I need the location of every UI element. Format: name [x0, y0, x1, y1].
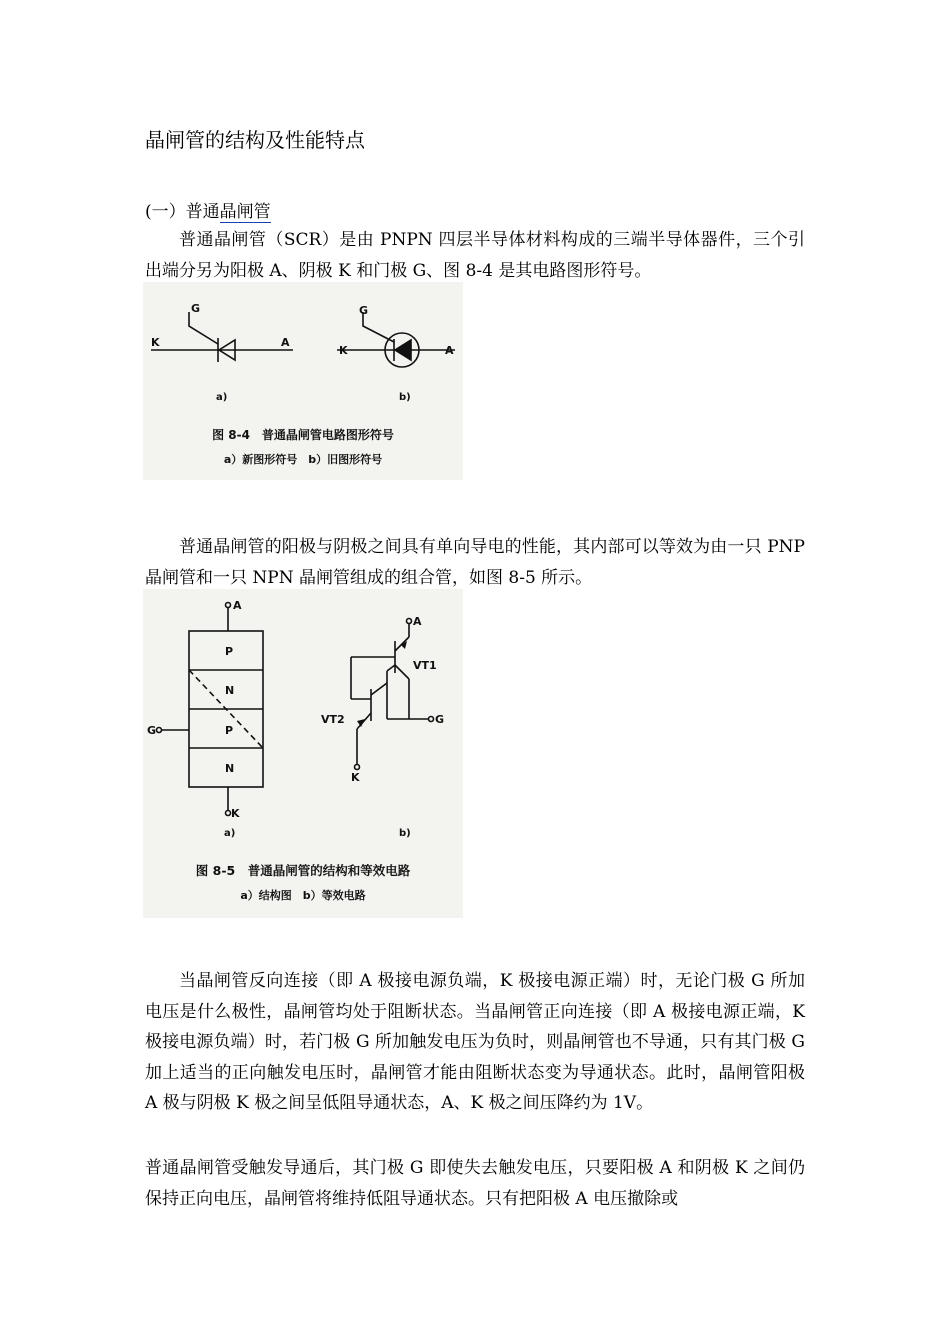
section-heading [145, 197, 271, 222]
fig85a-layer-3: P [225, 724, 234, 737]
fig85-sub-b: b) [399, 828, 411, 839]
paragraph-intro: 普通晶闸管（SCR）是由 PNPN 四层半导体材料构成的三端半导体器件，三个引出端分另为阳极 A、阴极 K 和门极 G、图 8-4 是其电路图形符号。 [145, 230, 805, 281]
figure-8-5-diagram [143, 589, 463, 844]
section-prefix: (一） [145, 202, 186, 222]
fig85-sub-a: a) [224, 828, 236, 839]
fig84b-label-g: G [359, 304, 369, 317]
fig84b-label-k: K [339, 344, 348, 357]
fig85a-layer-1: P [225, 645, 234, 658]
fig84a-label-k: K [151, 336, 160, 349]
fig85a-label-g: G [147, 724, 157, 737]
figure-8-4-caption: 图 8-4 普通晶闸管电路图形符号 [212, 428, 394, 442]
fig85b-label-vt2: VT2 [321, 713, 345, 726]
fig85a-layer-2: N [225, 684, 235, 697]
fig85a-layer-4: N [225, 762, 235, 775]
section-link[interactable]: 晶闸管 [219, 202, 271, 222]
fig85b-label-a: A [413, 615, 422, 628]
page-title: 晶闸管的结构及性能特点 [145, 128, 365, 152]
section-plain: 普通 [185, 202, 220, 222]
figure-8-5-subcaption: a）结构图 b）等效电路 [240, 889, 366, 902]
figure-8-4-diagram [143, 282, 463, 402]
fig84-sub-a: a) [216, 392, 228, 402]
fig84b-label-a: A [445, 344, 454, 357]
fig84a-label-g: G [191, 302, 201, 315]
paragraph-equivalent: 普通晶闸管的阳极与阴极之间具有单向导电的性能，其内部可以等效为由一只 PNP 晶闸管和一只 NPN 晶闸管组成的组合管，如图 8-5 所示。 [145, 537, 805, 588]
paragraph-latch: 普通晶闸管受触发导通后，其门极 G 即使失去触发电压，只要阳极 A 和阴极 K 之间仍保持正向电压，晶闸管将维持低阻导通状态。只有把阳极 A 电压撤除或 [145, 1158, 805, 1209]
figure-8-4 [143, 282, 463, 480]
figure-8-4-subcaption: a）新图形符号 b）旧图形符号 [223, 453, 383, 466]
fig85a-label-k: K [231, 807, 240, 820]
fig85b-label-k: K [351, 771, 360, 784]
fig85b-label-g: G [435, 713, 445, 726]
fig85a-label-a: A [233, 599, 242, 612]
fig84a-label-a: A [281, 336, 290, 349]
fig85b-label-vt1: VT1 [413, 659, 437, 672]
fig84-sub-b: b) [399, 392, 411, 402]
figure-8-5-caption: 图 8-5 普通晶闸管的结构和等效电路 [195, 863, 411, 878]
paragraph-trigger: 当晶闸管反向连接（即 A 极接电源负端，K 极接电源正端）时，无论门极 G 所加电压是什么极性，晶闸管均处于阻断状态。当晶闸管正向连接（即 A 极接电源正端，K 极接电源负端）时，若门极 G 所加触发电压为负时，则晶闸管也不导通，只有其门极 G 加上适当的正向触发电压时，晶闸管才能由阻断状态变为导通状态。此时，晶闸管阳极 A 极与阴极 K 极之间呈低阻导通状态，A、K 极之间压降约为 1V。 [145, 971, 805, 1113]
figure-8-5 [143, 589, 463, 918]
